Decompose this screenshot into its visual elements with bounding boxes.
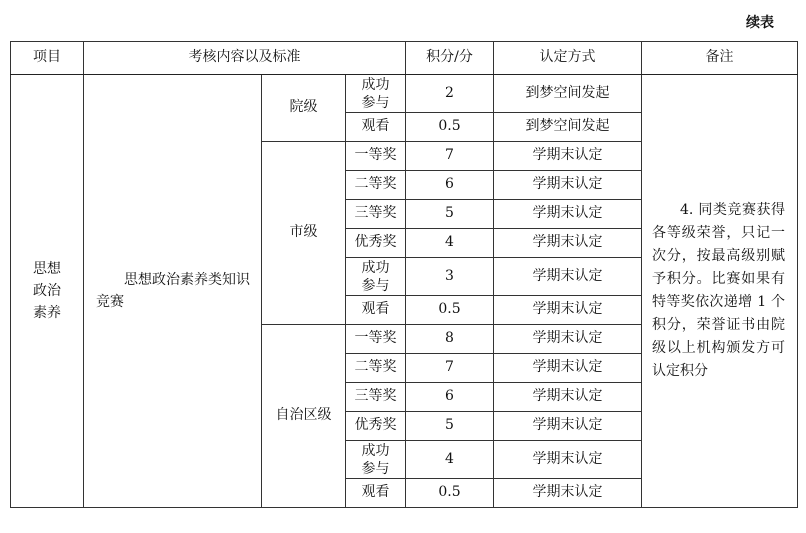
level-cell: 自治区级 xyxy=(262,325,346,508)
category-line: 思想 xyxy=(33,261,61,277)
score-cell: 4 xyxy=(406,229,494,258)
method-cell: 学期末认定 xyxy=(494,296,642,325)
score-cell: 0.5 xyxy=(406,113,494,142)
score-cell: 6 xyxy=(406,171,494,200)
score-cell: 5 xyxy=(406,200,494,229)
item-cell: 成功 参与 xyxy=(346,441,406,479)
content-line: 竞赛 xyxy=(96,294,124,310)
score-cell: 0.5 xyxy=(406,479,494,508)
score-cell: 8 xyxy=(406,325,494,354)
table-row xyxy=(11,75,798,113)
item-cell: 二等奖 xyxy=(346,354,406,383)
note-cell: 4. 同类竞赛获得各等级荣誉，只记一次分，按最高级别赋予积分。比赛如果有特等奖依次递增 1 个积分，荣誉证书由院级以上机构颁发方可认定积分 xyxy=(642,75,798,508)
item-cell: 一等奖 xyxy=(346,142,406,171)
item-cell: 成功 参与 xyxy=(346,75,406,113)
content-cell xyxy=(84,75,262,508)
score-cell: 4 xyxy=(406,441,494,479)
item-cell: 观看 xyxy=(346,113,406,142)
score-cell: 6 xyxy=(406,383,494,412)
category-line: 政治 xyxy=(33,283,61,299)
score-cell: 2 xyxy=(406,75,494,113)
score-cell: 3 xyxy=(406,258,494,296)
score-cell: 0.5 xyxy=(406,296,494,325)
score-table xyxy=(10,41,798,508)
header-method: 认定方式 xyxy=(494,42,642,75)
method-cell: 学期末认定 xyxy=(494,412,642,441)
level-cell: 院级 xyxy=(262,75,346,142)
method-cell: 学期末认定 xyxy=(494,441,642,479)
method-cell: 学期末认定 xyxy=(494,325,642,354)
continued-label: 续表 xyxy=(746,15,774,31)
method-cell: 到梦空间发起 xyxy=(494,113,642,142)
item-cell: 三等奖 xyxy=(346,200,406,229)
header-row xyxy=(11,42,798,75)
method-cell: 学期末认定 xyxy=(494,200,642,229)
item-cell: 优秀奖 xyxy=(346,229,406,258)
score-cell: 7 xyxy=(406,354,494,383)
content-line: 思想政治素养类知识 xyxy=(124,272,250,288)
method-cell: 学期末认定 xyxy=(494,142,642,171)
method-cell: 学期末认定 xyxy=(494,383,642,412)
item-cell: 一等奖 xyxy=(346,325,406,354)
header-score: 积分/分 xyxy=(406,42,494,75)
item-cell: 观看 xyxy=(346,479,406,508)
level-cell: 市级 xyxy=(262,142,346,325)
method-cell: 学期末认定 xyxy=(494,479,642,508)
header-project: 项目 xyxy=(11,42,84,75)
method-cell: 学期末认定 xyxy=(494,171,642,200)
header-note: 备注 xyxy=(642,42,798,75)
method-cell: 学期末认定 xyxy=(494,354,642,383)
score-cell: 5 xyxy=(406,412,494,441)
category-cell xyxy=(11,75,84,508)
category-line: 素养 xyxy=(33,305,61,321)
item-cell: 成功 参与 xyxy=(346,258,406,296)
header-content: 考核内容以及标准 xyxy=(84,42,406,75)
item-cell: 优秀奖 xyxy=(346,412,406,441)
method-cell: 学期末认定 xyxy=(494,258,642,296)
method-cell: 学期末认定 xyxy=(494,229,642,258)
score-cell: 7 xyxy=(406,142,494,171)
item-cell: 三等奖 xyxy=(346,383,406,412)
item-cell: 观看 xyxy=(346,296,406,325)
method-cell: 到梦空间发起 xyxy=(494,75,642,113)
item-cell: 二等奖 xyxy=(346,171,406,200)
table-body xyxy=(11,75,798,508)
